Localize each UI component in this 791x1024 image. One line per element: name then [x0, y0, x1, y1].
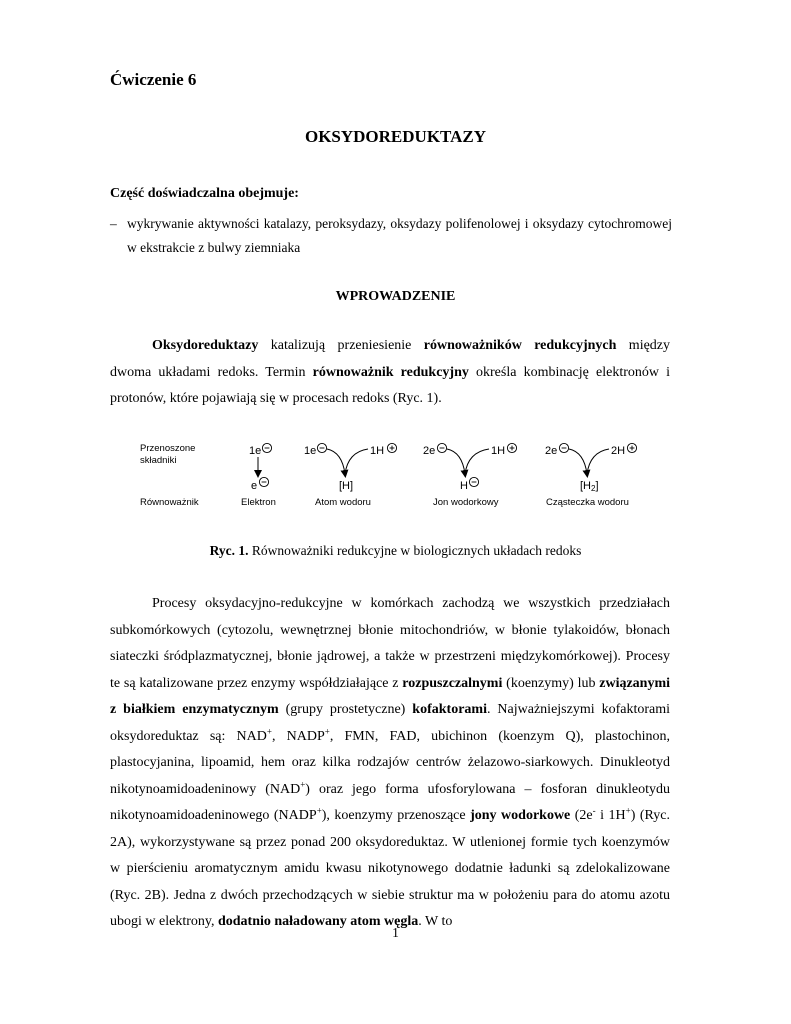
list-item-text: wykrywanie aktywności katalazy, peroksydazy, oksydazy polifenolowej i oksydazy cytochromowej w ekstrakcie z bulwy ziemniaka [127, 216, 672, 255]
term-oksydoreduktazy: Oksydoreduktazy [152, 338, 259, 353]
col1-top: 1e [249, 445, 262, 457]
chapter-title: Ćwiczenie 6 [110, 70, 197, 89]
col1-bottom: e [251, 480, 258, 492]
page-title: OKSYDOREDUKTAZY [304, 127, 487, 146]
term-kofaktorami: kofaktorami [412, 702, 487, 717]
text-run: Procesy oksydacyjno-redukcyjne w komórkach zachodzą we wszystkich przedziałach subkomórkowych (cytozolu, wewnętrznej błonie mitochondriów, w błonie tylakoidów, błonach siateczki śródplazmatycznej, błonie jądrowej, a także w przestrzeni międzykomórkowej). Procesy te są katalizowane przez enzymy współdziałające z [110, 596, 670, 691]
row-label-top-2: składniki [140, 455, 177, 466]
superscript: + [324, 725, 330, 736]
col4-product-sub: 2 [591, 484, 596, 493]
intro-paragraph [110, 333, 670, 413]
superscript: + [266, 725, 272, 736]
text-run: (koenzymy) lub [502, 675, 600, 691]
col3-left: 2e [423, 445, 436, 457]
row-label-top-1: Przenoszone [140, 443, 196, 454]
superscript: - [592, 805, 596, 816]
caption-text: Równoważniki redukcyjne w biologicznych układach redoks [248, 543, 582, 558]
text-run: między dwoma układami redoks. Termin [110, 338, 671, 380]
term-zwiazanymi: związanymi z białkiem enzymatycznym [110, 675, 671, 717]
text-run: ) (Ryc. 2A), wykorzystywane są przez ponad 200 oksydoreduktaz. W utlenionej formie tych koenzymów w pierścieniu aromatycznym amidu kwasu nikotynowego dodatnie ładunki są zdelokalizowane (Ryc. 2B). Jedna z dwóch przechodzących w siebie struktur ma w położeniu para do atomu azotu ubogi w elektrony, [110, 808, 671, 929]
arrow-merge-right [587, 449, 609, 474]
text-run: (2e [570, 808, 593, 823]
col4-right: 2H [611, 445, 626, 457]
col4-left: 2e [545, 445, 558, 457]
figure-caption [0, 543, 791, 559]
col2-product: [H] [339, 480, 354, 492]
col3-right: 1H [491, 445, 506, 457]
minus-icon [437, 443, 446, 452]
minus-icon [469, 477, 478, 486]
term-rownowazniki: równoważników redukcyjnych [423, 338, 617, 353]
figure-diagram [136, 436, 656, 514]
list-dash: – [110, 216, 117, 231]
col4-product [580, 480, 599, 493]
page-number: 1 [392, 925, 399, 940]
text-run: określa kombinację elektronów i protonów, które pojawiają się w procesach redoks (Ryc. 1). [110, 364, 671, 406]
row-label-bottom: Równoważnik [140, 497, 199, 508]
section-title: WPROWADZENIE [335, 289, 456, 304]
text-run: , NADP [271, 728, 325, 744]
col2-left: 1e [304, 445, 317, 457]
arrow-merge [447, 449, 465, 474]
experimental-list-item [110, 212, 672, 260]
minus-icon [259, 477, 268, 486]
arrow-merge-right [345, 449, 368, 474]
text-run: . Najważniejszymi kofaktorami oksydoreduktaz są: NAD [110, 702, 671, 744]
term-rozpuszczalnymi: rozpuszczalnymi [402, 675, 503, 691]
text-run: katalizują przeniesienie [258, 338, 424, 353]
arrow-merge-right [465, 449, 489, 474]
minus-icon [317, 443, 326, 452]
term-rownowaznik: równoważnik redukcyjny [312, 364, 469, 380]
col3-product: H [460, 480, 468, 492]
col2-right: 1H [370, 445, 385, 457]
plus-icon [387, 443, 396, 452]
superscript: + [300, 778, 306, 789]
col4-product-end: ] [595, 480, 599, 492]
plus-icon [507, 443, 516, 452]
text-run: . W to [418, 914, 453, 929]
col1-label: Elektron [241, 497, 276, 508]
minus-icon [559, 443, 568, 452]
arrow-merge [569, 449, 587, 474]
col4-product-main: [H [580, 480, 591, 492]
superscript: + [316, 805, 322, 816]
figure-reducing-equivalents [136, 436, 656, 514]
experimental-heading: Część doświadczalna obejmuje: [110, 186, 299, 201]
caption-label: Ryc. 1. [209, 543, 249, 558]
arrow-merge [327, 449, 345, 474]
col3-label: Jon wodorkowy [433, 497, 499, 508]
text-run: ) oraz jego forma ufosforylowana – fosforan dinukleotydu nikotynoamidoadeninowego (NADP [110, 781, 670, 823]
text-run: ), koenzymy przenoszące [321, 808, 471, 823]
text-run: , FMN, FAD, ubichinon (koenzym Q), plastochinon, plastocyjanina, lipoamid, hem oraz kilka rodzajów centrów żelazowo-siarkowych. Dinukleotyd nikotynoamidoadeninowy (NAD [110, 728, 670, 797]
plus-icon [627, 443, 636, 452]
body-paragraph [110, 591, 670, 936]
minus-icon [262, 443, 271, 452]
col2-label: Atom wodoru [315, 497, 371, 508]
term-jony-wodorkowe: jony wodorkowe [470, 808, 571, 823]
superscript: + [625, 805, 631, 816]
text-run: i 1H [595, 808, 626, 823]
term-atom-wegla: dodatnio naładowany atom węgla [217, 914, 419, 929]
text-run: (grupy prostetyczne) [278, 702, 413, 717]
col4-label: Cząsteczka wodoru [546, 497, 629, 508]
